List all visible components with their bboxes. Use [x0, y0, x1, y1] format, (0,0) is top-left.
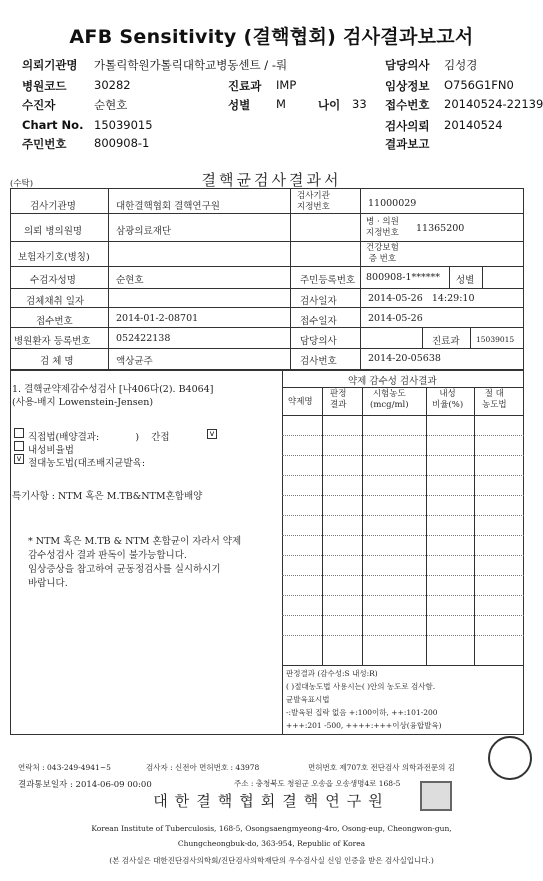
row-value-3: 15039015 [476, 335, 515, 344]
result-col-concentration: 시험농도 (mcg/ml) [370, 389, 409, 410]
row-label: 수검자성명 [30, 275, 76, 286]
report-title: AFB Sensitivity (결핵협회) 검사결과보고서 [69, 26, 474, 48]
specialist-license: 면허번호 제707호 전단검사 의학과전문의 김 [308, 763, 456, 772]
document-title: 결핵균검사결과서 [201, 171, 342, 189]
institution-address-en-2: Chungcheongbuk-do, 363-954, Republic of Korea [177, 839, 366, 848]
note-line: 바랍니다. [28, 578, 68, 589]
report-date: 결과통보일자 : 2014-06-09 00:00 [18, 780, 152, 790]
result-col-resistance: 내성 비율(%) [432, 389, 464, 410]
direct-method-checkbox [14, 428, 24, 438]
option-label: 내성비율법 [28, 445, 74, 456]
criteria-line: +++:201 -500, ++++:+++이상(융합발육) [286, 721, 442, 730]
row-label-2: 접수일자 [300, 316, 337, 327]
result-col-absolute: 절 대 농도법 [482, 389, 507, 410]
value-patient: 순현호 [94, 98, 128, 112]
note-line: * NTM 혹은 M.TB & NTM 혼합균이 자라서 약제 [28, 536, 242, 547]
label-chart-no: Chart No. [22, 118, 84, 132]
row-value: 2014-01-2-08701 [116, 313, 199, 324]
label-department: 진료과 [228, 79, 262, 93]
row-label: 검체채취 일자 [26, 296, 85, 307]
value-department: IMP [276, 78, 297, 92]
label-clinical-info: 임상정보 [385, 79, 430, 93]
consignment-mark: (수탁) [10, 179, 34, 189]
row-value-2: 2014-05-26 14:29:10 [368, 293, 475, 304]
row-value: 삼광의료재단 [116, 226, 172, 237]
value-accession-no: 20140524-22139 [444, 97, 543, 111]
criteria-line: 균발육표시법 [286, 695, 330, 704]
row-label-2: 담당의사 [300, 336, 337, 347]
scanned-result-document [4, 163, 539, 877]
row-label-2: 주민등록번호 [300, 275, 356, 286]
row-label-2: 검사기관 지정번호 [297, 191, 330, 212]
label-requesting-org: 의뢰기관명 [22, 58, 78, 72]
absolute-concentration-checkbox: v [14, 454, 24, 464]
row-value-2: 11365200 [416, 223, 465, 234]
row-label: 접수번호 [36, 316, 73, 327]
org-address: 주소 : 충청북도 청원군 오송읍 오송생명4로 168-5 [234, 779, 401, 788]
row-label-3: 진료과 [432, 336, 460, 347]
remark-label: 특기사항 : NTM 혹은 M.TB&NTM혼합배양 [12, 491, 203, 502]
row-value-2: 800908-1****** [366, 272, 441, 283]
value-resident-no: 800908-1 [94, 136, 150, 150]
row-label-3: 성별 [456, 275, 475, 286]
row-label-2: 검사일자 [300, 296, 337, 307]
label-age: 나이 [318, 98, 341, 112]
contact-number: 연락처 : 043-249-4941~5 [18, 763, 111, 772]
label-result-report: 결과보고 [385, 137, 430, 151]
label-attending-doctor: 담당의사 [385, 58, 430, 72]
result-table-title: 약제 감수성 검사결과 [348, 376, 437, 387]
test-medium: (사용-배지 Lowenstein-Jensen) [12, 397, 154, 408]
certification-footnote: (본 검사실은 대한진단검사의학회/진단검사의학재단의 우수검사실 신임 인증을 받은 검사실입니다.) [109, 856, 434, 865]
value-age: 33 [352, 97, 367, 111]
value-sex: M [276, 97, 286, 111]
row-value: 순현호 [116, 275, 144, 286]
row-label: 검 체 명 [40, 356, 74, 367]
institution-seal [488, 736, 532, 780]
row-value: 액상균주 [116, 356, 153, 367]
value-clinical-info: O756G1FN0 [444, 78, 514, 92]
note-line: 임상증상을 참고하여 균동정검사를 실시하시기 [28, 564, 221, 575]
row-value-2: 11000029 [368, 198, 417, 209]
label-request-date: 검사의뢰 [385, 119, 430, 133]
result-col-drug: 약제명 [288, 397, 313, 407]
row-value-2: 2014-05-26 [368, 313, 423, 324]
option-label: 절대농도법(대조배지균발육: [28, 458, 146, 469]
result-col-verdict: 판정 결과 [330, 389, 347, 410]
row-label-2: 병 · 의원 지정번호 [366, 217, 399, 238]
institution-name: 대한결핵협회결핵연구원 [153, 792, 390, 810]
institution-address-en-1: Korean Institute of Tuberculosis, 168-5, Osongsaengmyeong-4ro, Osong-eup, Cheongwon-gun, [91, 824, 452, 833]
value-attending-doctor: 김성경 [444, 58, 478, 72]
row-label: 의뢰 병의원명 [24, 226, 83, 237]
value-requesting-org: 가톨릭학원가톨릭대학교병동센트 / -뤄 [94, 58, 288, 72]
value-hospital-code: 30282 [94, 78, 131, 92]
row-label-2: 검사번호 [300, 356, 337, 367]
criteria-line: ( )절대농도법 사용시는( )안의 농도로 검사함. [286, 682, 436, 691]
proportion-method-checkbox [14, 441, 24, 451]
row-value: 052422138 [116, 333, 171, 344]
note-line: 감수성검사 결과 판독이 불가능합니다. [28, 550, 187, 561]
row-label: 보험자기호(병칭) [18, 252, 90, 263]
value-chart-no: 15039015 [94, 118, 153, 132]
label-sex: 성별 [228, 98, 251, 112]
row-value-2: 2014-20-05638 [368, 353, 441, 364]
label-resident-no: 주민번호 [22, 137, 67, 151]
examiner: 검사자 : 신전아 면허번호 : 43978 [146, 763, 260, 772]
row-value: 대한결핵협회 결핵연구원 [116, 201, 220, 212]
criteria-line: 판정결과 (감수성:S 내성:R) [286, 669, 378, 678]
row-label: 병원환자 등록번호 [14, 336, 91, 347]
criteria-line: -:발육된 집락 없음 +:100이하, ++:101-200 [286, 708, 438, 717]
label-patient: 수진자 [22, 98, 56, 112]
indirect-method-checkbox: v [207, 429, 217, 439]
label-hospital-code: 병원코드 [22, 79, 67, 93]
label-accession-no: 접수번호 [385, 98, 430, 112]
row-label-2: 건강보험 증 번호 [366, 243, 399, 264]
option-label: 직접법(배양결과: ) 간접 [28, 432, 170, 443]
test-method: 1. 결핵균약제감수성검사 [나406다(2). B4064] [12, 384, 214, 395]
value-request-date: 20140524 [444, 118, 503, 132]
row-label: 검사기관명 [30, 201, 76, 212]
